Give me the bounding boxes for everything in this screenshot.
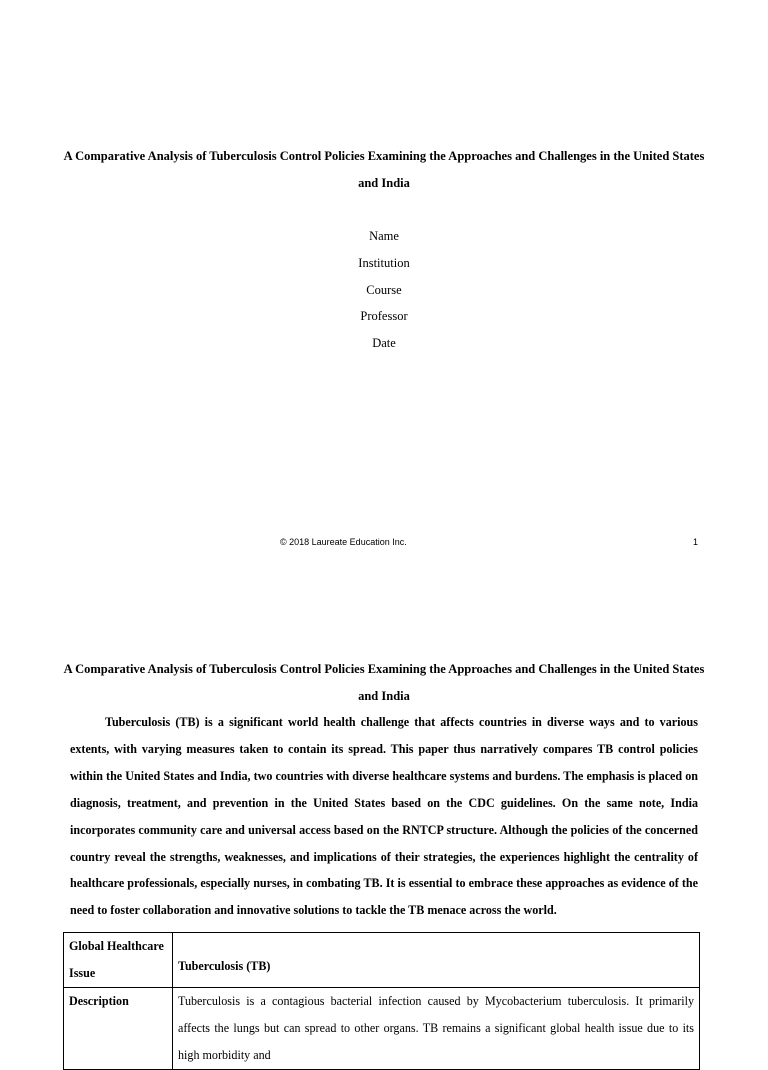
issue-table xyxy=(63,932,700,1070)
cover-course-field: Course xyxy=(366,283,402,297)
cover-professor-field: Professor xyxy=(360,309,408,323)
cover-name-field: Name xyxy=(369,229,399,243)
abstract-paragraph: Tuberculosis (TB) is a significant world health challenge that affects countries in diverse ways and to various extents, with varying measures taken to contain its spread. This paper thus narratively compares TB control policies within the United States and India, two countries with diverse healthcare systems and burdens. The emphasis is placed on diagnosis, treatment, and prevention in the United States based on the CDC guidelines. On the same note, India incorporates community care and universal access based on the RNTCP structure. Although the policies of the concerned country reveal the strengths, weaknesses, and implications of their strategies, the experiences highlight the centrality of healthcare professionals, especially nurses, in combating TB. It is essential to embrace these approaches as evidence of the need to foster collaboration and innovative solutions to tackle the TB menace across the world. xyxy=(70,715,698,918)
cover-title: A Comparative Analysis of Tuberculosis Control Policies Examining the Approaches and Challenges in the United States and India xyxy=(63,149,705,190)
footer-page-number: 1 xyxy=(693,537,699,547)
cover-date-field: Date xyxy=(372,336,396,350)
body-title: A Comparative Analysis of Tuberculosis Control Policies Examining the Approaches and Challenges in the United States and India xyxy=(63,662,705,703)
cover-institution-field: Institution xyxy=(358,256,410,270)
table-row-label: Description xyxy=(64,988,173,1070)
table-row xyxy=(64,988,700,1070)
table-header-label: Global Healthcare Issue xyxy=(64,933,173,988)
footer-copyright: © 2018 Laureate Education Inc. xyxy=(280,537,407,547)
table-row xyxy=(64,933,700,988)
table-row-value: Tuberculosis is a contagious bacterial infection caused by Mycobacterium tuberculosis. It primarily affects the lungs but can spread to other organs. TB remains a significant global health issue due to its high morbidity and xyxy=(173,988,700,1070)
table-header-value: Tuberculosis (TB) xyxy=(173,933,700,988)
